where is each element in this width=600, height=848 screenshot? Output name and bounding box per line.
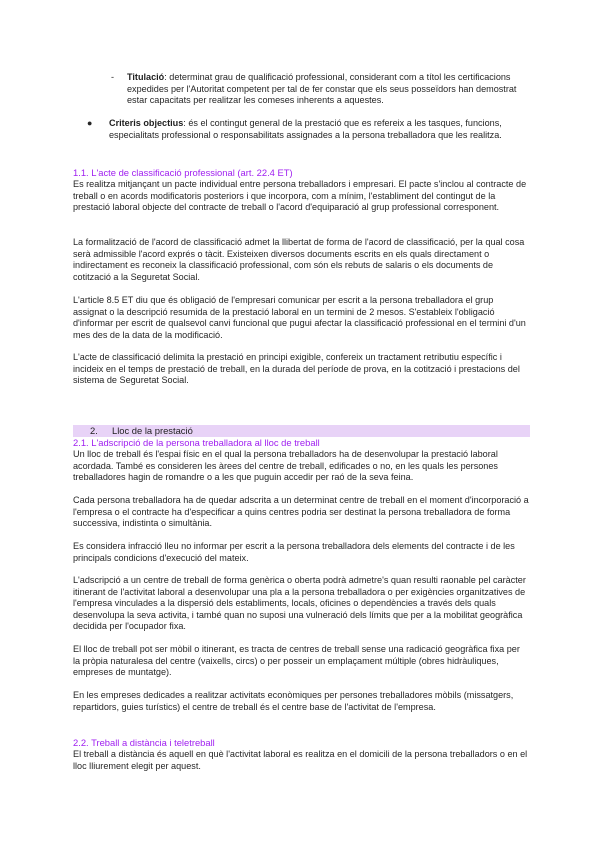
paragraph: La formalització de l'acord de classificació admet la llibertat de forma de l'acord de classificació, per la qual cosa serà admissible l'acord exprés o tàcit. Existeixen diversos documents escrits en els quals directament o indirectament es reconeix la classificació professional, com són els rebuts de salaris o els documents de cotització a la Seguretat Social. xyxy=(73,237,525,282)
paragraph: L'article 8.5 ET diu que és obligació de l'empresari comunicar per escrit a la persona treballadora el grup assignat o la descripció resumida de la prestació laboral en un termini de 2 mesos. S'estableix l'obligació d'informar per escrit de qualsevol canvi funcional que pugui afectar la classificació professional en el termini d'un mes des de la data de la modificació. xyxy=(73,295,526,340)
dash-marker: - xyxy=(111,72,115,82)
paragraph: El lloc de treball pot ser mòbil o itinerant, es tracta de centres de treball sense una radicació geogràfica fixa per la pròpia naturalesa del centre (vaixells, circs) o per posseir un emplaçament múltiple (obres hidràuliques, empreses de muntatge). xyxy=(73,644,520,677)
bullet-marker: ● xyxy=(87,118,93,128)
section-title: Lloc de la prestació xyxy=(112,425,193,436)
paragraph: L'adscripció a un centre de treball de forma genèrica o oberta podrà admetre's quan resulti raonable pel caràcter itinerant de l'activitat laboral a desenvolupar una pla a la persona treballadora o per exigències organitzatives de l'empresa vinculades a la dispersió dels establiments, locals, oficines o dependències a través dels quals desenvolupa la seva activita, i també quan no suposi una vulneració dels límits que per a la mobilitat geogràfica decidida per l'ocupador fixa. xyxy=(73,575,526,631)
paragraph: Cada persona treballadora ha de quedar adscrita a un determinat centre de treball en el moment d'incorporació a l'empresa o el contracte ha d'especificar a quins centres podria ser destinat la persona treballadora de forma successiva, indistinta o simultània. xyxy=(73,495,529,528)
paragraph: Es considera infracció lleu no informar per escrit a la persona treballadora dels elements del contracte i de les principals condicions d'execució del mateix. xyxy=(73,541,515,563)
heading-2-2: 2.2. Treball a distància i teletreball xyxy=(73,737,215,748)
paragraph: Es realitza mitjançant un pacte individual entre persona treballadors i empresari. El pacte s'inclou al contracte de treball o en acords modificatoris posteriors i que incorpora, com a mínim, l'establiment del contingut de la prestació laboral objecte del contracte de treball o l'acord d'equiparació al grup professional corresponent. xyxy=(73,179,527,212)
section-2-heading xyxy=(73,425,530,437)
definition-titulacio: : determinat grau de qualificació professional, considerant com a títol les certificacions expedides per l'Autoritat competent per tal de fer constar que els seus posseïdors han demostrat estar capacitats per realitzar les comeses inherents a aquestes. xyxy=(127,72,517,105)
paragraph: El treball a distància és aquell en què l'activitat laboral es realitza en el domicili de la persona treballadors o en el lloc lliurement elegit per aquest. xyxy=(73,749,528,771)
term-titulacio: Titulació xyxy=(127,72,165,82)
list-item-titulacio xyxy=(111,72,531,107)
paragraph: L'acte de classificació delimita la prestació en principi exigible, confereix un tractament retributiu específic i incideix en el temps de prestació de treball, en la durada del període de prova, en la cotització i prestacions del sistema de Seguretat Social. xyxy=(73,352,520,385)
term-criteris: Criteris objectius xyxy=(109,118,184,128)
list-item-criteris xyxy=(87,118,531,141)
heading-1-1: 1.1. L'acte de classificació professional (art. 22.4 ET) xyxy=(73,167,293,178)
paragraph: En les empreses dedicades a realitzar activitats econòmiques per persones treballadores mòbils (missatgers, repartidors, guies turístics) el centre de treball és el centre base de l'activitat de l'empresa. xyxy=(73,690,514,712)
paragraph: Un lloc de treball és l'espai físic en el qual la persona treballadors ha de desenvolupar la prestació laboral acordada. També es consideren les àrees del centre de treball, edificades o no, en les quals les persones treballadores hagin de romandre o a les que puguin accedir per raó de la seva feina. xyxy=(73,449,498,482)
heading-2-1: 2.1. L'adscripció de la persona treballadora al lloc de treball xyxy=(73,437,320,448)
section-number: 2. xyxy=(90,425,98,436)
definition-criteris: : és el contingut general de la prestació que es refereix a les tasques, funcions, especialitats professional o responsabilitats assignades a la persona treballadora que les realitza. xyxy=(109,118,502,140)
